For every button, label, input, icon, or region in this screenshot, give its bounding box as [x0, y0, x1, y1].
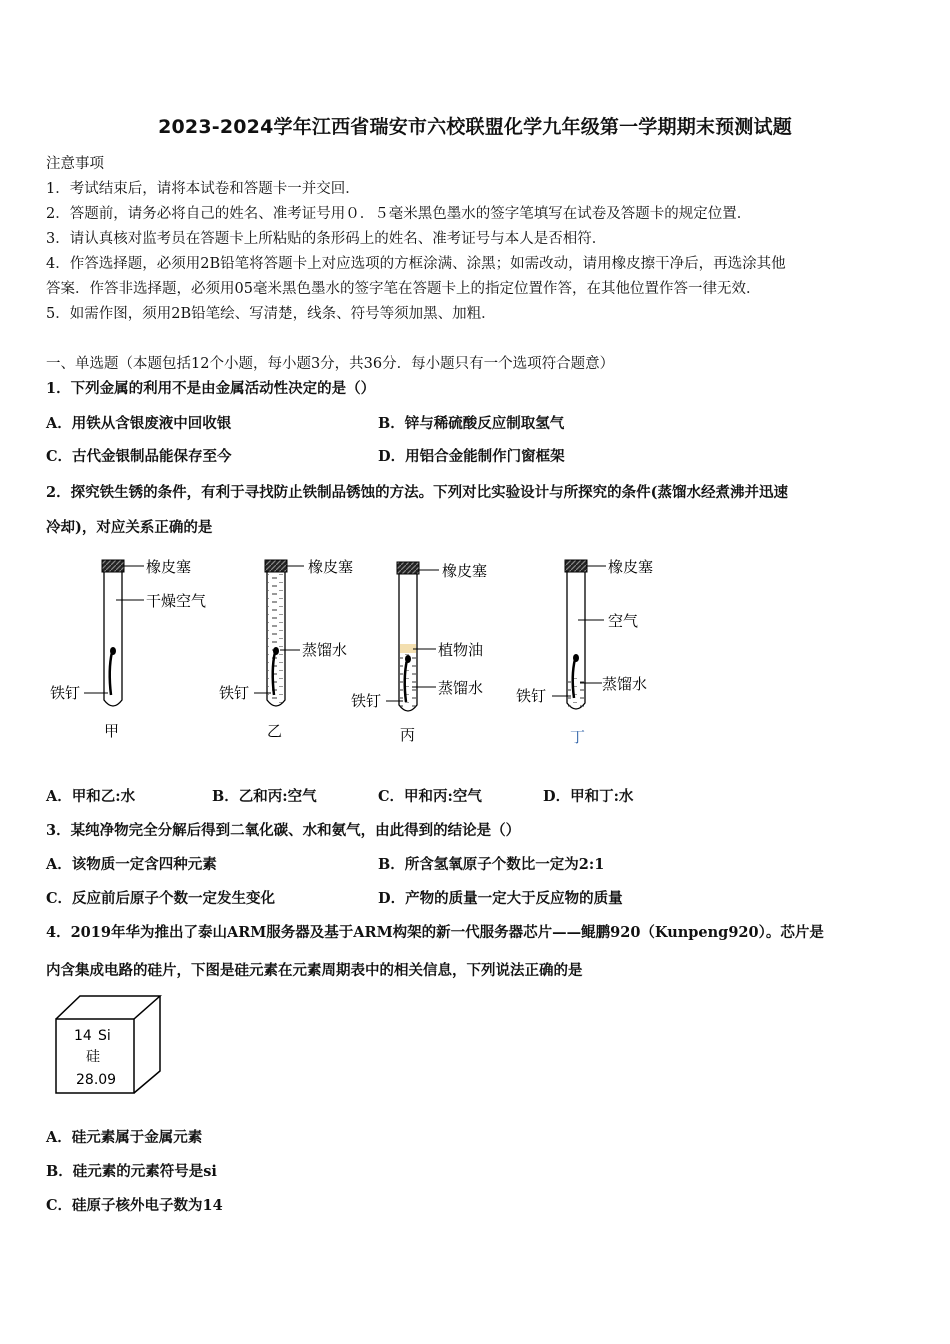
tube-yi: [219, 558, 353, 740]
page-title: 2023-2024学年江西省瑞安市六校联盟化学九年级第一学期期末预测试题: [158, 116, 792, 138]
notice-item: 1．考试结束后，请将本试卷和答题卡一并交回．: [46, 181, 360, 197]
element-name: 硅: [86, 1049, 100, 1065]
question-1-option-c[interactable]: C．古代金银制品能保存至今: [46, 448, 232, 465]
question-4-option-b[interactable]: B．硅元素的元素符号是si: [46, 1163, 217, 1180]
element-symbol: Si: [98, 1028, 111, 1044]
label-nail: 铁钉: [351, 692, 382, 710]
label-water: 蒸馏水: [438, 679, 484, 697]
question-3-option-c[interactable]: C．反应前后原子个数一定发生变化: [46, 890, 276, 907]
label-water: 蒸馏水: [302, 641, 348, 659]
element-card: [52, 993, 164, 1097]
tube-ding: [516, 558, 653, 746]
question-2-stem-cont: 冷却)，对应关系正确的是: [46, 519, 213, 536]
question-4-stem-cont: 内含集成电路的硅片，下图是硅元素在元素周期表中的相关信息，下列说法正确的是: [46, 962, 583, 979]
label-oil: 植物油: [438, 641, 484, 659]
question-3-option-a[interactable]: A．该物质一定含四种元素: [46, 856, 217, 873]
question-3-stem: 3．某纯净物完全分解后得到二氧化碳、水和氨气，由此得到的结论是（）: [46, 822, 521, 839]
label-stopper: 橡皮塞: [146, 558, 192, 576]
tube-label: 甲: [104, 722, 120, 740]
question-3-option-d[interactable]: D．产物的质量一定大于反应物的质量: [378, 890, 623, 907]
question-2-option-b[interactable]: B．乙和丙:空气: [212, 788, 317, 805]
section-heading: 一、单选题（本题包括12个小题，每小题3分，共36分．每小题只有一个选项符合题意）: [46, 356, 615, 372]
notice-item: 3．请认真核对监考员在答题卡上所粘贴的条形码上的姓名、准考证号与本人是否相符．: [46, 231, 607, 247]
question-1-option-d[interactable]: D．用铝合金能制作门窗框架: [378, 448, 565, 465]
notice-item: 5．如需作图，须用2B铅笔绘、写清楚，线条、符号等须加黑、加粗．: [46, 306, 496, 322]
question-2-option-a[interactable]: A．甲和乙:水: [46, 788, 136, 805]
question-2-stem: 2．探究铁生锈的条件，有利于寻找防止铁制品锈蚀的方法。下列对比实验设计与所探究的条件(蒸馏水经煮沸并迅速: [46, 484, 788, 501]
element-mass: 28.09: [76, 1072, 117, 1088]
label-nail: 铁钉: [219, 684, 250, 702]
notice-heading: 注意事项: [46, 156, 104, 172]
label-air: 空气: [608, 612, 639, 630]
question-2-option-d[interactable]: D．甲和丁:水: [543, 788, 634, 805]
tube-label: 乙: [267, 722, 283, 740]
tube-bing: [351, 562, 487, 744]
question-1-option-a[interactable]: A．用铁从含银废液中回收银: [46, 415, 232, 432]
question-1-stem: 1．下列金属的利用不是由金属活动性决定的是（）: [46, 380, 376, 397]
label-nail: 铁钉: [50, 684, 81, 702]
question-1-option-b[interactable]: B．锌与稀硫酸反应制取氢气: [378, 415, 565, 432]
label-nail: 铁钉: [516, 687, 547, 705]
label-dry-air: 干燥空气: [146, 592, 207, 610]
question-4-option-c[interactable]: C．硅原子核外电子数为14: [46, 1197, 223, 1214]
notice-item: 2．答题前，请务必将自己的姓名、准考证号用０．５毫米黑色墨水的签字笔填写在试卷及答题卡的规定位置．: [46, 206, 752, 222]
label-water: 蒸馏水: [602, 675, 648, 693]
tube-label: 丁: [570, 728, 586, 746]
question-4-option-a[interactable]: A．硅元素属于金属元素: [46, 1129, 203, 1146]
label-stopper: 橡皮塞: [608, 558, 654, 576]
question-3-option-b[interactable]: B．所含氢氧原子个数比一定为2:1: [378, 856, 605, 873]
tube-jia: [50, 558, 206, 740]
label-stopper: 橡皮塞: [442, 562, 488, 580]
tube-label: 丙: [400, 726, 416, 744]
notice-item: 4．作答选择题，必须用2B铅笔将答题卡上对应选项的方框涂满、涂黑；如需改动，请用橡皮擦干净后，再选涂其他: [46, 256, 786, 272]
element-number: 14: [74, 1028, 92, 1044]
notice-item: 答案．作答非选择题，必须用05毫米黑色墨水的签字笔在答题卡上的指定位置作答，在其他位置作答一律无效．: [46, 281, 761, 297]
question-2-option-c[interactable]: C．甲和丙:空气: [378, 788, 482, 805]
question-4-stem: 4．2019年华为推出了泰山ARM服务器及基于ARM构架的新一代服务器芯片——鲲鹏920（Kunpeng920）。芯片是: [46, 924, 824, 941]
test-tube-figure: [46, 550, 686, 750]
label-stopper: 橡皮塞: [308, 558, 354, 576]
